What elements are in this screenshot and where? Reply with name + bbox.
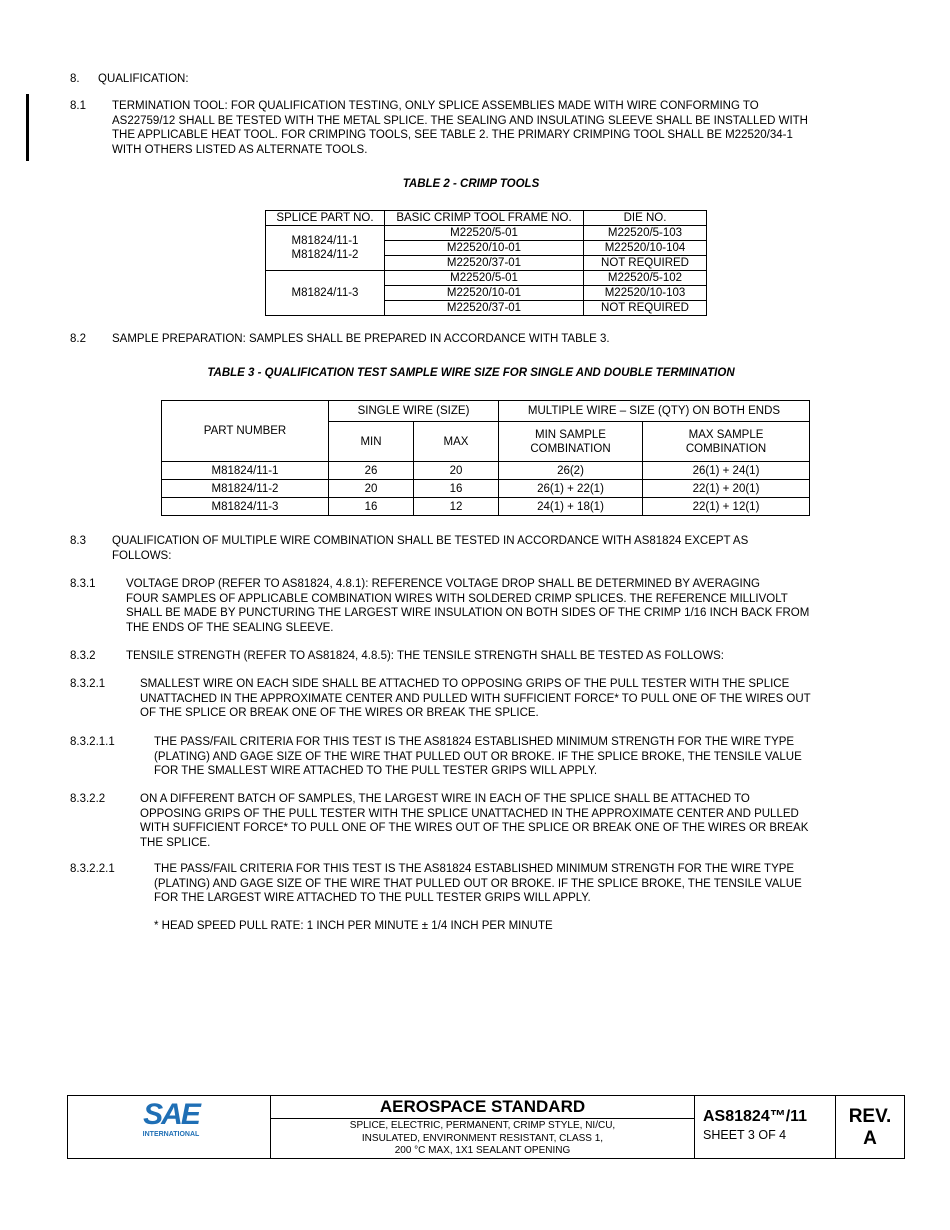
- para-8-3-2-1-1: [154, 735, 802, 779]
- document-number: AS81824™/11: [703, 1108, 808, 1125]
- para-8-3-2-1-number: 8.3.2.1: [70, 678, 106, 690]
- table-cell: M81824/11-3: [162, 498, 329, 516]
- table-cell: M81824/11-1: [162, 462, 329, 480]
- table-row: [162, 480, 810, 498]
- table-3-title: TABLE 3 - QUALIFICATION TEST SAMPLE WIRE SIZE FOR SINGLE AND DOUBLE TERMINATION: [207, 367, 735, 379]
- table-cell: M22520/37-01: [385, 301, 584, 316]
- table-cell: 12: [414, 498, 499, 516]
- text-line: AS22759/12 SHALL BE TESTED WITH THE METAL SPLICE. THE SEALING AND INSULATING SLEEVE SHALL BE INSTALLED WITH: [112, 114, 808, 127]
- part-number-cell: [266, 226, 385, 271]
- table-cell: M22520/10-01: [385, 286, 584, 301]
- text-line: WITH OTHERS LISTED AS ALTERNATE TOOLS.: [112, 143, 368, 156]
- sheet-number: SHEET 3 OF 4: [703, 1128, 787, 1142]
- table-row: [162, 498, 810, 516]
- para-8-3-2-1-1-number: 8.3.2.1.1: [70, 736, 115, 748]
- column-header: MAX: [414, 422, 499, 462]
- table-cell: M22520/5-102: [584, 271, 707, 286]
- logo-cell: [68, 1096, 271, 1158]
- table-cell: M22520/5-01: [385, 271, 584, 286]
- column-header: DIE NO.: [584, 211, 707, 226]
- para-8-3-number: 8.3: [70, 535, 86, 547]
- table-header-row: [266, 211, 707, 226]
- text-line: FOR THE SMALLEST WIRE ATTACHED TO THE PULL TESTER GRIPS WILL APPLY.: [154, 765, 598, 777]
- section-number: 8.: [70, 73, 80, 85]
- table-cell: 26(1) + 22(1): [499, 480, 643, 498]
- text-line: FOLLOWS:: [112, 549, 172, 562]
- description-line: SPLICE, ELECTRIC, PERMANENT, CRIMP STYLE, NI/CU,: [349, 1120, 616, 1131]
- revision-change-bar: [26, 94, 29, 161]
- text-line: TERMINATION TOOL: FOR QUALIFICATION TESTING, ONLY SPLICE ASSEMBLIES MADE WITH WIRE CONFORMING TO: [112, 100, 759, 112]
- description-line: 200 °C MAX, 1X1 SEALANT OPENING: [394, 1145, 571, 1156]
- header-line: MIN SAMPLE: [535, 428, 606, 441]
- table-cell: 26(1) + 24(1): [643, 462, 810, 480]
- sample-wire-size-table: [161, 400, 810, 516]
- table-cell: M22520/37-01: [385, 256, 584, 271]
- text-line: ON A DIFFERENT BATCH OF SAMPLES, THE LARGEST WIRE IN EACH OF THE SPLICE SHALL BE ATTACHED TO: [140, 793, 750, 805]
- para-8-3-2-2-1-number: 8.3.2.2.1: [70, 863, 115, 875]
- text-line: (PLATING) AND GAGE SIZE OF THE WIRE THAT PULLED OUT OR BROKE. IF THE SPLICE BROKE, THE TENSILE VALUE: [154, 750, 802, 763]
- text-line: OPPOSING GRIPS OF THE PULL TESTER WITH THE SPLICE UNATTACHED IN THE APPROXIMATE CENTER AND PULLED: [140, 807, 799, 820]
- para-8-3-1: [126, 577, 809, 635]
- text-line: THE APPLICABLE HEAT TOOL. FOR CRIMPING TOOLS, SEE TABLE 2. THE PRIMARY CRIMPING TOOL SHALL BE M22520/34-1: [112, 129, 793, 141]
- column-header: SINGLE WIRE (SIZE): [329, 401, 499, 422]
- text-line: THE PASS/FAIL CRITERIA FOR THIS TEST IS THE AS81824 ESTABLISHED MINIMUM STRENGTH FOR THE WIRE TYPE: [154, 863, 795, 875]
- text-line: WITH SUFFICIENT FORCE* TO PULL ONE OF THE WIRES OUT OF THE SPLICE OR BREAK ONE OF THE WIRES OR BREAK: [140, 822, 809, 834]
- text-line: OF THE SPLICE OR BREAK ONE OF THE WIRES OR BREAK THE SPLICE.: [140, 707, 539, 719]
- header-line: COMBINATION: [685, 442, 767, 455]
- footnote: * HEAD SPEED PULL RATE: 1 INCH PER MINUTE ± 1/4 INCH PER MINUTE: [154, 920, 553, 932]
- table-cell: 20: [414, 462, 499, 480]
- text-line: THE ENDS OF THE SEALING SLEEVE.: [126, 621, 334, 634]
- text-line: FOR THE LARGEST WIRE ATTACHED TO THE PULL TESTER GRIPS WILL APPLY.: [154, 892, 591, 904]
- para-8-3: [112, 534, 748, 563]
- part-number-cell: M81824/11-3: [266, 271, 385, 316]
- table-2-title: TABLE 2 - CRIMP TOOLS: [402, 178, 540, 190]
- text-line: UNATTACHED IN THE APPROXIMATE CENTER AND PULLED WITH SUFFICIENT FORCE* TO PULL ONE OF THE WIRES OUT: [140, 692, 811, 705]
- column-header: [499, 422, 643, 462]
- table-row: [266, 226, 707, 241]
- text-line: QUALIFICATION OF MULTIPLE WIRE COMBINATION SHALL BE TESTED IN ACCORDANCE WITH AS81824 EXCEPT AS: [112, 535, 749, 547]
- text-line: SMALLEST WIRE ON EACH SIDE SHALL BE ATTACHED TO OPPOSING GRIPS OF THE PULL TESTER WITH THE SPLICE: [140, 678, 790, 690]
- table-row: [162, 462, 810, 480]
- part-number: M81824/11-2: [291, 249, 359, 261]
- table-cell: M22520/10-104: [584, 241, 707, 256]
- sae-logo: [136, 1100, 206, 1139]
- text-line: VOLTAGE DROP (REFER TO AS81824, 4.8.1): REFERENCE VOLTAGE DROP SHALL BE DETERMINED BY AVERAGING: [126, 578, 760, 590]
- column-header: MULTIPLE WIRE – SIZE (QTY) ON BOTH ENDS: [499, 401, 810, 422]
- table-cell: M81824/11-2: [162, 480, 329, 498]
- para-8-3-2-2-number: 8.3.2.2: [70, 793, 106, 805]
- title-cell: [271, 1096, 695, 1158]
- table-cell: M22520/5-103: [584, 226, 707, 241]
- table-header-row: [162, 401, 810, 422]
- table-cell: 22(1) + 20(1): [643, 480, 810, 498]
- table-cell: M22520/10-103: [584, 286, 707, 301]
- sae-logo-subtitle: INTERNATIONAL: [142, 1131, 200, 1138]
- section-title: QUALIFICATION:: [98, 73, 189, 85]
- table-cell: NOT REQUIRED: [584, 301, 707, 316]
- column-header: [643, 422, 810, 462]
- column-header: PART NUMBER: [162, 401, 329, 462]
- crimp-tools-table: [265, 210, 707, 316]
- table-cell: 26(2): [499, 462, 643, 480]
- para-8-3-2-2: [140, 792, 808, 850]
- table-cell: 26: [329, 462, 414, 480]
- standard-title: AEROSPACE STANDARD: [271, 1096, 694, 1119]
- para-8-3-1-number: 8.3.1: [70, 578, 96, 590]
- header-line: MAX SAMPLE: [688, 428, 764, 441]
- table-cell: 16: [329, 498, 414, 516]
- header-line: COMBINATION: [530, 442, 611, 455]
- text-line: SHALL BE MADE BY PUNCTURING THE LARGEST WIRE INSULATION ON BOTH SIDES OF THE CRIMP 1/16 INCH BACK FROM: [126, 607, 810, 619]
- para-8-3-2-1: [140, 677, 811, 721]
- para-8-1-number: 8.1: [70, 100, 86, 112]
- description-line: INSULATED, ENVIRONMENT RESISTANT, CLASS 1,: [361, 1132, 604, 1144]
- column-header: BASIC CRIMP TOOL FRAME NO.: [385, 211, 584, 226]
- para-8-3-2-number: 8.3.2: [70, 650, 96, 662]
- para-8-3-2-2-1: [154, 862, 802, 906]
- title-block: [67, 1095, 905, 1159]
- text-line: (PLATING) AND GAGE SIZE OF THE WIRE THAT PULLED OUT OR BROKE. IF THE SPLICE BROKE, THE TENSILE VALUE: [154, 877, 802, 890]
- text-line: THE PASS/FAIL CRITERIA FOR THIS TEST IS THE AS81824 ESTABLISHED MINIMUM STRENGTH FOR THE WIRE TYPE: [154, 736, 795, 748]
- document-description: [271, 1120, 694, 1158]
- column-header: SPLICE PART NO.: [266, 211, 385, 226]
- revision-cell: [836, 1096, 904, 1158]
- para-8-2: SAMPLE PREPARATION: SAMPLES SHALL BE PREPARED IN ACCORDANCE WITH TABLE 3.: [112, 333, 610, 345]
- para-8-2-number: 8.2: [70, 333, 86, 345]
- table-cell: M22520/10-01: [385, 241, 584, 256]
- table-cell: 16: [414, 480, 499, 498]
- table-cell: 22(1) + 12(1): [643, 498, 810, 516]
- table-cell: M22520/5-01: [385, 226, 584, 241]
- para-8-1: [112, 99, 808, 157]
- revision-value: A: [863, 1128, 877, 1149]
- text-line: THE SPLICE.: [140, 836, 211, 849]
- sae-logo-mark: SAE: [143, 1098, 199, 1131]
- para-8-3-2: TENSILE STRENGTH (REFER TO AS81824, 4.8.5): THE TENSILE STRENGTH SHALL BE TESTED AS FOLLOWS:: [126, 650, 724, 662]
- column-header: MIN: [329, 422, 414, 462]
- table-cell: 24(1) + 18(1): [499, 498, 643, 516]
- revision-label: REV.: [848, 1106, 892, 1127]
- doc-number-cell: [695, 1096, 836, 1158]
- table-cell: 20: [329, 480, 414, 498]
- table-row: [266, 271, 707, 286]
- part-number: M81824/11-1: [291, 235, 359, 247]
- text-line: FOUR SAMPLES OF APPLICABLE COMBINATION WIRES WITH SOLDERED CRIMP SPLICES. THE REFERENCE MILLIVOLT: [126, 592, 788, 605]
- table-cell: NOT REQUIRED: [584, 256, 707, 271]
